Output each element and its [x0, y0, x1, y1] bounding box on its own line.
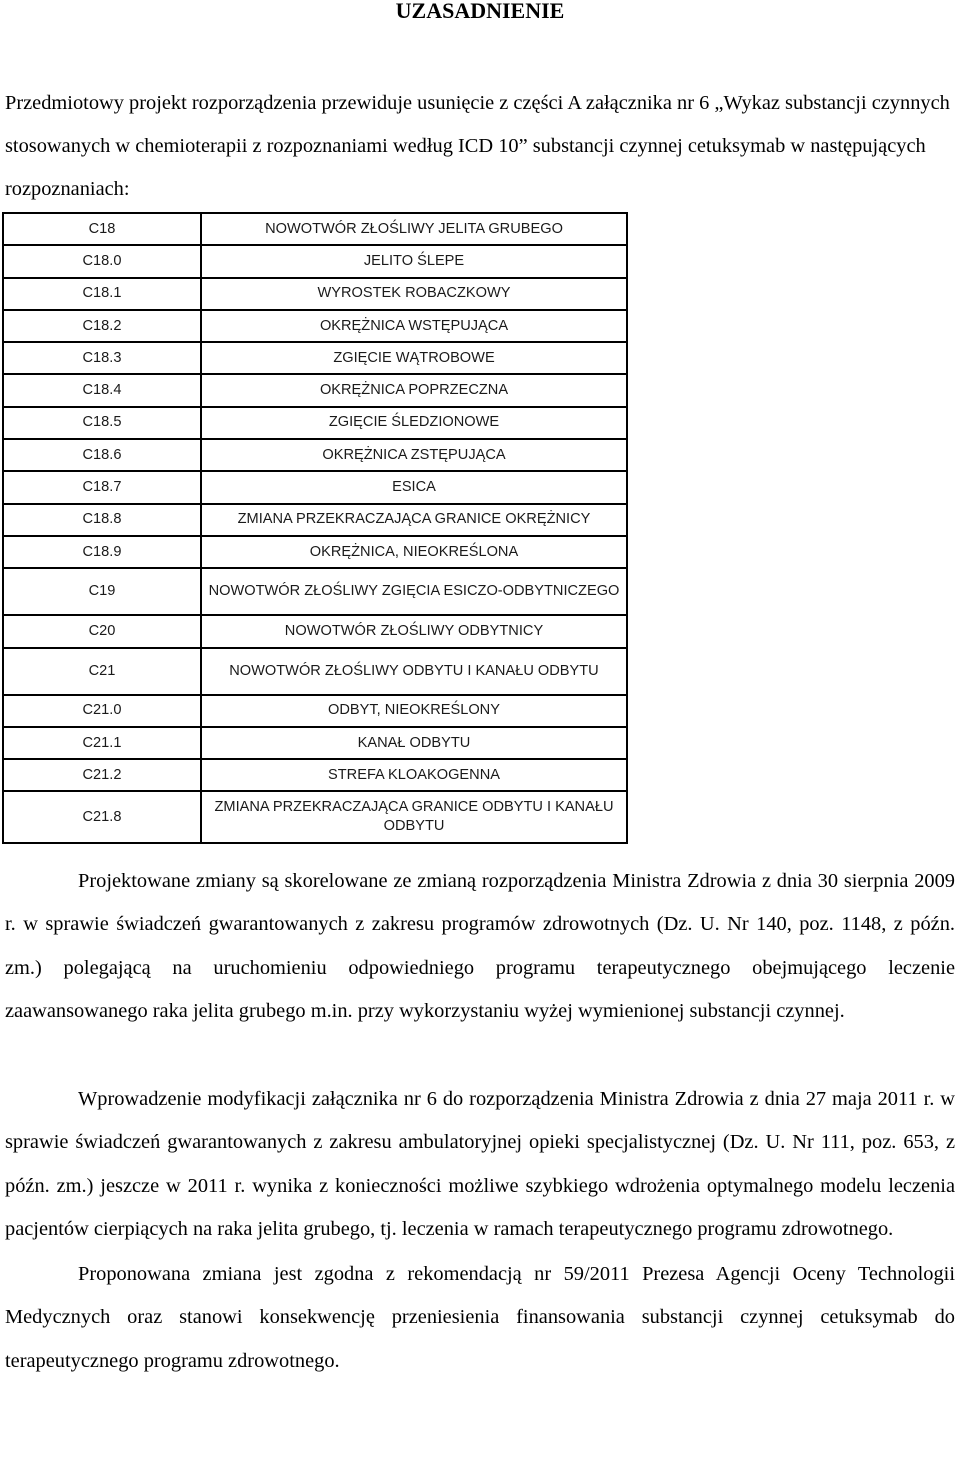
- icd-code-cell: C18.7: [3, 471, 201, 503]
- icd-code-cell: C18.8: [3, 504, 201, 536]
- table-row: [3, 504, 627, 536]
- diagnosis-name-cell: JELITO ŚLEPE: [201, 245, 627, 277]
- icd-code-cell: C21.8: [3, 791, 201, 843]
- table-row: [3, 568, 627, 615]
- diagnosis-name-cell: OKRĘŻNICA POPRZECZNA: [201, 374, 627, 406]
- table-row: [3, 374, 627, 406]
- icd-code-cell: C19: [3, 568, 201, 615]
- icd-code-cell: C18.2: [3, 310, 201, 342]
- icd-code-cell: C18.3: [3, 342, 201, 374]
- table-row: [3, 727, 627, 759]
- diagnosis-name-cell: STREFA KLOAKOGENNA: [201, 759, 627, 791]
- diagnosis-name-cell: NOWOTWÓR ZŁOŚLIWY JELITA GRUBEGO: [201, 213, 627, 245]
- icd-code-cell: C21: [3, 648, 201, 695]
- diagnosis-name-cell: ZGIĘCIE ŚLEDZIONOWE: [201, 407, 627, 439]
- icd-code-cell: C18.1: [3, 278, 201, 310]
- table-row: [3, 759, 627, 791]
- document-title: UZASADNIENIE: [395, 0, 565, 23]
- icd-code-cell: C20: [3, 615, 201, 647]
- icd-code-cell: C18: [3, 213, 201, 245]
- icd-code-cell: C18.4: [3, 374, 201, 406]
- diagnosis-name-cell: ZGIĘCIE WĄTROBOWE: [201, 342, 627, 374]
- diagnosis-name-cell: ZMIANA PRZEKRACZAJĄCA GRANICE OKRĘŻNICY: [201, 504, 627, 536]
- table-row: [3, 310, 627, 342]
- diagnosis-name-cell: NOWOTWÓR ZŁOŚLIWY ODBYTNICY: [201, 615, 627, 647]
- table-row: [3, 648, 627, 695]
- icd-code-cell: C18.0: [3, 245, 201, 277]
- body-paragraph-2: Wprowadzenie modyfikacji załącznika nr 6 do rozporządzenia Ministra Zdrowia z dnia 27 maja 2011 r. w sprawie świadczeń gwarantowanych z zakresu ambulatoryjnej opieki specjalistycznej (Dz. U. Nr 111, poz. 653, z późn. zm.) jeszcze w 2011 r. wynika z konieczności możliwe szybkiego wdrożenia optymalnego modelu leczenia pacjentów cierpiących na raka jelita grubego, tj. leczenia w ramach terapeutycznego programu zdrowotnego.: [5, 1088, 955, 1240]
- diagnosis-name-cell: WYROSTEK ROBACZKOWY: [201, 278, 627, 310]
- diagnosis-name-cell: NOWOTWÓR ZŁOŚLIWY ZGIĘCIA ESICZO-ODBYTNICZEGO: [201, 568, 627, 615]
- table-row: [3, 536, 627, 568]
- diagnosis-name-cell: OKRĘŻNICA, NIEOKREŚLONA: [201, 536, 627, 568]
- diagnosis-name-cell: ODBYT, NIEOKREŚLONY: [201, 695, 627, 727]
- body-paragraph-1: Projektowane zmiany są skorelowane ze zmianą rozporządzenia Ministra Zdrowia z dnia 30 sierpnia 2009 r. w sprawie świadczeń gwarantowanych z zakresu programów zdrowotnych (Dz. U. Nr 140, poz. 1148, z późn. zm.) polegającą na uruchomieniu odpowiedniego programu terapeutycznego obejmującego leczenie zaawansowanego raka jelita grubego m.in. przy wykorzystaniu wyżej wymienionej substancji czynnej.: [5, 870, 955, 1022]
- icd-code-cell: C21.2: [3, 759, 201, 791]
- icd-code-cell: C18.5: [3, 407, 201, 439]
- table-row: [3, 278, 627, 310]
- diagnosis-name-cell: OKRĘŻNICA WSTĘPUJĄCA: [201, 310, 627, 342]
- icd-code-cell: C18.9: [3, 536, 201, 568]
- diagnosis-name-cell: ESICA: [201, 471, 627, 503]
- diagnosis-name-cell: OKRĘŻNICA ZSTĘPUJĄCA: [201, 439, 627, 471]
- table-row: [3, 245, 627, 277]
- body-paragraph-3: Proponowana zmiana jest zgodna z rekomendacją nr 59/2011 Prezesa Agencji Oceny Technologii Medycznych oraz stanowi konsekwencję przeniesienia finansowania substancji czynnej cetuksymab do terapeutycznego programu zdrowotnego.: [5, 1263, 955, 1372]
- intro-paragraph: Przedmiotowy projekt rozporządzenia przewiduje usunięcie z części A załącznika nr 6 „Wykaz substancji czynnych stosowanych w chemioterapii z rozpoznaniami według ICD 10” substancji czynnej cetuksymab w następujących rozpoznaniach:: [5, 92, 950, 200]
- table-row: [3, 342, 627, 374]
- icd-code-cell: C18.6: [3, 439, 201, 471]
- table-row: [3, 471, 627, 503]
- table-row: [3, 695, 627, 727]
- icd-code-cell: C21.0: [3, 695, 201, 727]
- table-row: [3, 213, 627, 245]
- icd-code-table: [2, 212, 628, 844]
- icd-code-cell: C21.1: [3, 727, 201, 759]
- diagnosis-name-cell: KANAŁ ODBYTU: [201, 727, 627, 759]
- table-row: [3, 407, 627, 439]
- diagnosis-name-cell: ZMIANA PRZEKRACZAJĄCA GRANICE ODBYTU I KANAŁU ODBYTU: [201, 791, 627, 843]
- table-row: [3, 791, 627, 843]
- diagnosis-name-cell: NOWOTWÓR ZŁOŚLIWY ODBYTU I KANAŁU ODBYTU: [201, 648, 627, 695]
- table-row: [3, 439, 627, 471]
- table-row: [3, 615, 627, 647]
